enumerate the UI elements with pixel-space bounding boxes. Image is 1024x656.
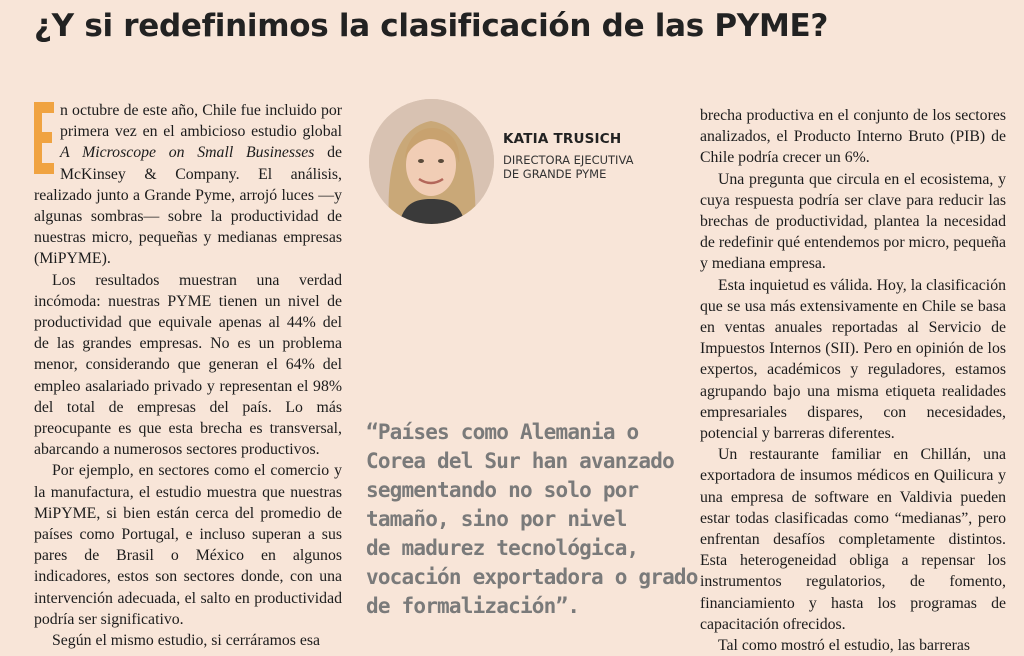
quote-line: de madurez tecnológica,: [366, 536, 639, 560]
body-paragraph: Tal como mostró el estudio, las barreras: [718, 637, 971, 655]
author-portrait-image: [369, 99, 494, 224]
quote-line: vocación exportadora o grado: [366, 565, 698, 589]
quote-line: tamaño, sino por nivel: [366, 507, 627, 531]
quote-line: Corea del Sur han avanzado: [366, 449, 674, 473]
dropcap-e-glyph: [34, 102, 54, 174]
lead-line-2: primera vez en el ambicioso estudio global: [60, 123, 342, 141]
body-paragraph: Una pregunta que circula en el ecosistema, y cuya respuesta podría ser clave para reducir las brechas de productividad, plantea la necesidad de redefinir qué entendemos por micro, pequeña y mediana empresa.: [700, 170, 1006, 273]
lead-rest: & Company. El análisis, realizado junto a Grande Pyme, arrojó luces —y algunas sombras— sobre la productividad de nuestras micro, pequeñas y medianas empresas (MiPYME).: [34, 165, 342, 268]
quote-line: de formalización”.: [366, 594, 580, 618]
lead-line-1: n octubre de este año, Chile fue incluido por: [60, 102, 342, 119]
study-title-italic: A Microscope on Small Businesses: [60, 144, 315, 162]
body-paragraph: Según el mismo estudio, si cerráramos esa: [52, 632, 321, 650]
pull-quote: [366, 418, 698, 621]
lead-paragraph: [34, 100, 342, 270]
body-paragraph: Un restaurante familiar en Chillán, una exportadora de insumos médicos en Quilicura y una empresa de software en Valdivia pueden estar todas clasificadas como “medianas”, pero enfrentan desafíos completamente distintos. Esta heterogeneidad obliga a repensar los instrumentos regulatorios, de fomento, financiamiento y hasta los programas de capacitación ofrecidos.: [700, 446, 1006, 633]
quote-line: “Países como Alemania o: [366, 420, 639, 444]
right-column: [700, 105, 1006, 656]
author-role-line-2: DE GRANDE PYME: [503, 167, 607, 181]
left-column: [34, 100, 342, 651]
body-paragraph: brecha productiva en el conjunto de los sectores analizados, el Producto Interno Bruto (PIB) de Chile podría crecer un 6%.: [700, 107, 1006, 167]
author-byline: [503, 131, 633, 181]
author-name: KATIA TRUSICH: [503, 131, 622, 147]
body-paragraph: Los resultados muestran una verdad incómoda: nuestras PYME tienen un nivel de productividad que equivale apenas al 44% del de las grandes empresas. No es un problema menor, considerando que generan el 64% del empleo asalariado privado y representan el 98% del total de empresas del país. Lo más preocupante es que esta brecha es transversal, abarcando a numerosos sectores productivos.: [34, 271, 342, 459]
article-title: ¿Y si redefinimos la clasificación de las PYME?: [34, 8, 829, 44]
author-photo: [369, 99, 494, 224]
body-paragraph: Por ejemplo, en sectores como el comercio y la manufactura, el estudio muestra que nuestras MiPYME, si bien están cerca del promedio de países como Portugal, e incluso superan a sus pares de Brasil o México en algunos indicadores, estos son sectores donde, con una intervención adecuada, el salto en productividad podría ser significativo.: [34, 462, 342, 628]
quote-line: segmentando no solo por: [366, 478, 639, 502]
lead-after-italic: de McKinsey: [60, 144, 343, 183]
author-role-line-1: DIRECTORA EJECUTIVA: [503, 153, 634, 167]
dropcap-letter: [34, 102, 54, 174]
body-paragraph: Esta inquietud es válida. Hoy, la clasificación que se usa más extensivamente en Chile se basa en ventas anuales reportadas al Servicio de Impuestos Internos (SII). Pero en opinión de los expertos, académicos y reguladores, estamos agrupando bajo una misma etiqueta realidades empresariales dispares, con necesidades, potencial y barreras diferentes.: [700, 276, 1006, 443]
